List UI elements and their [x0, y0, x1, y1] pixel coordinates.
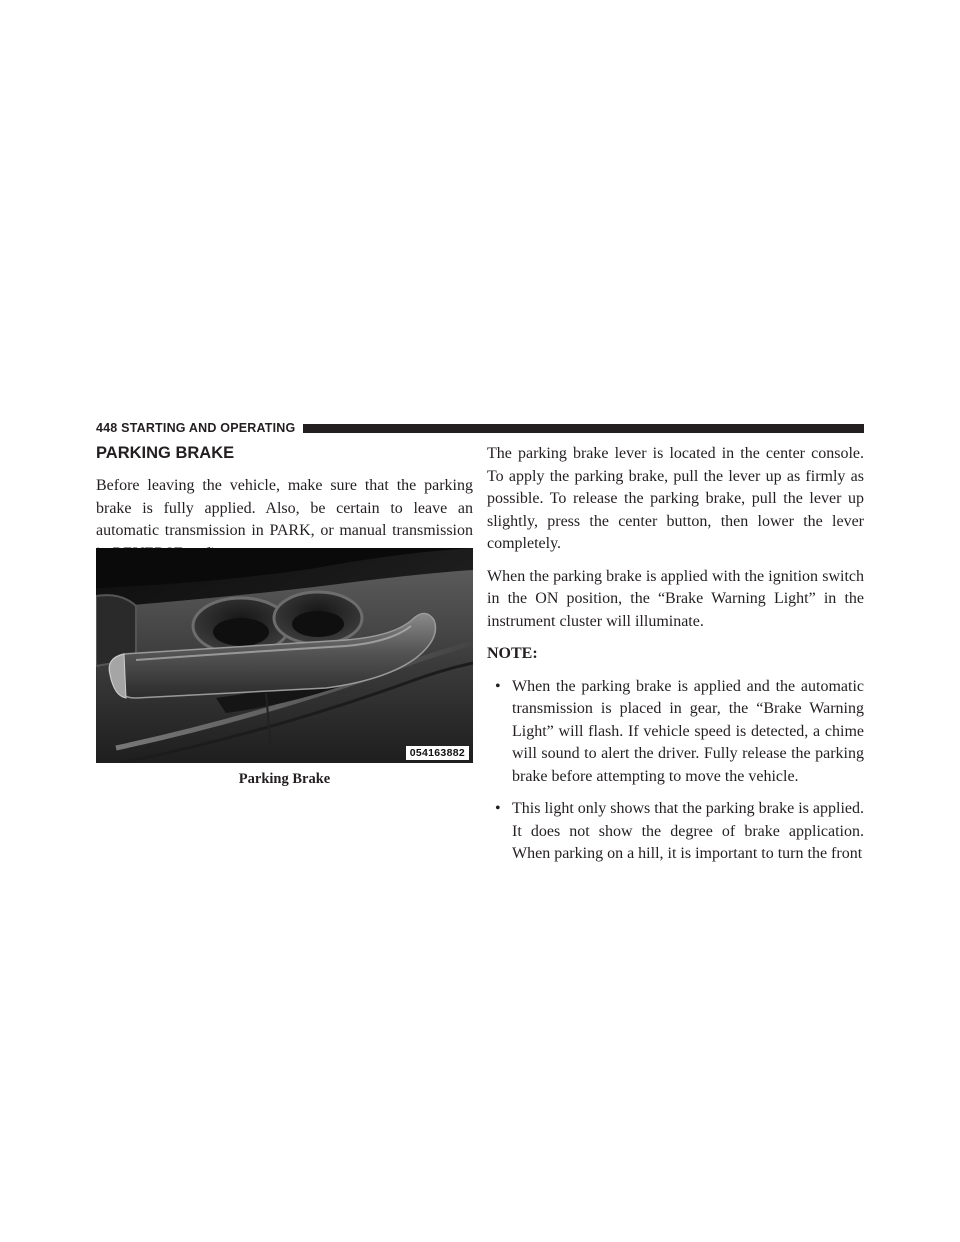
figure-caption: Parking Brake [238, 771, 331, 787]
running-header [96, 420, 864, 436]
section-name: STARTING AND OPERATING [121, 421, 296, 435]
parking-brake-photo [96, 548, 473, 763]
note-label: NOTE: [487, 645, 538, 662]
figure-id-label: 054163882 [406, 746, 469, 760]
list-item [487, 798, 864, 866]
list-item [487, 676, 864, 789]
header-label [96, 421, 303, 435]
intro-paragraph: Before leaving the vehicle, make sure that the parking brake is fully applied. Also, be certain to leave an automatic transmission in PARK, or manual transmission [96, 477, 473, 539]
page-number: 448 [96, 421, 118, 435]
bullet-text: This light only shows that the parking brake is applied. It does not show the degree of brake application. When parking on a hill, it is important to turn the front [512, 800, 864, 862]
bullet-icon: • [495, 800, 501, 817]
right-column [487, 443, 864, 876]
note-bullet-list [487, 676, 864, 866]
header-rule [303, 424, 864, 433]
section-title: PARKING BRAKE [96, 444, 235, 462]
parking-brake-illustration [96, 548, 473, 763]
body-paragraph: The parking brake lever is located in the center console. To apply the parking brake, pull the lever up as firmly as possible. To release the parking brake, pull the lever up slightly, press the center button, then lower the lever completely. [487, 445, 864, 552]
bullet-icon: • [495, 677, 501, 695]
bullet-text: When the parking brake is applied and the automatic transmission is placed in gear, the “Brake Warning Light” will flash. If vehicle speed is detected, a chime will sound to alert the driver. Fully release the parking brake before attempting to move the vehicle. [512, 677, 864, 785]
body-paragraph: When the parking brake is applied with the ignition switch in the ON position, the “Brake Warning Light” in the instrument cluster will illuminate. [487, 567, 864, 630]
